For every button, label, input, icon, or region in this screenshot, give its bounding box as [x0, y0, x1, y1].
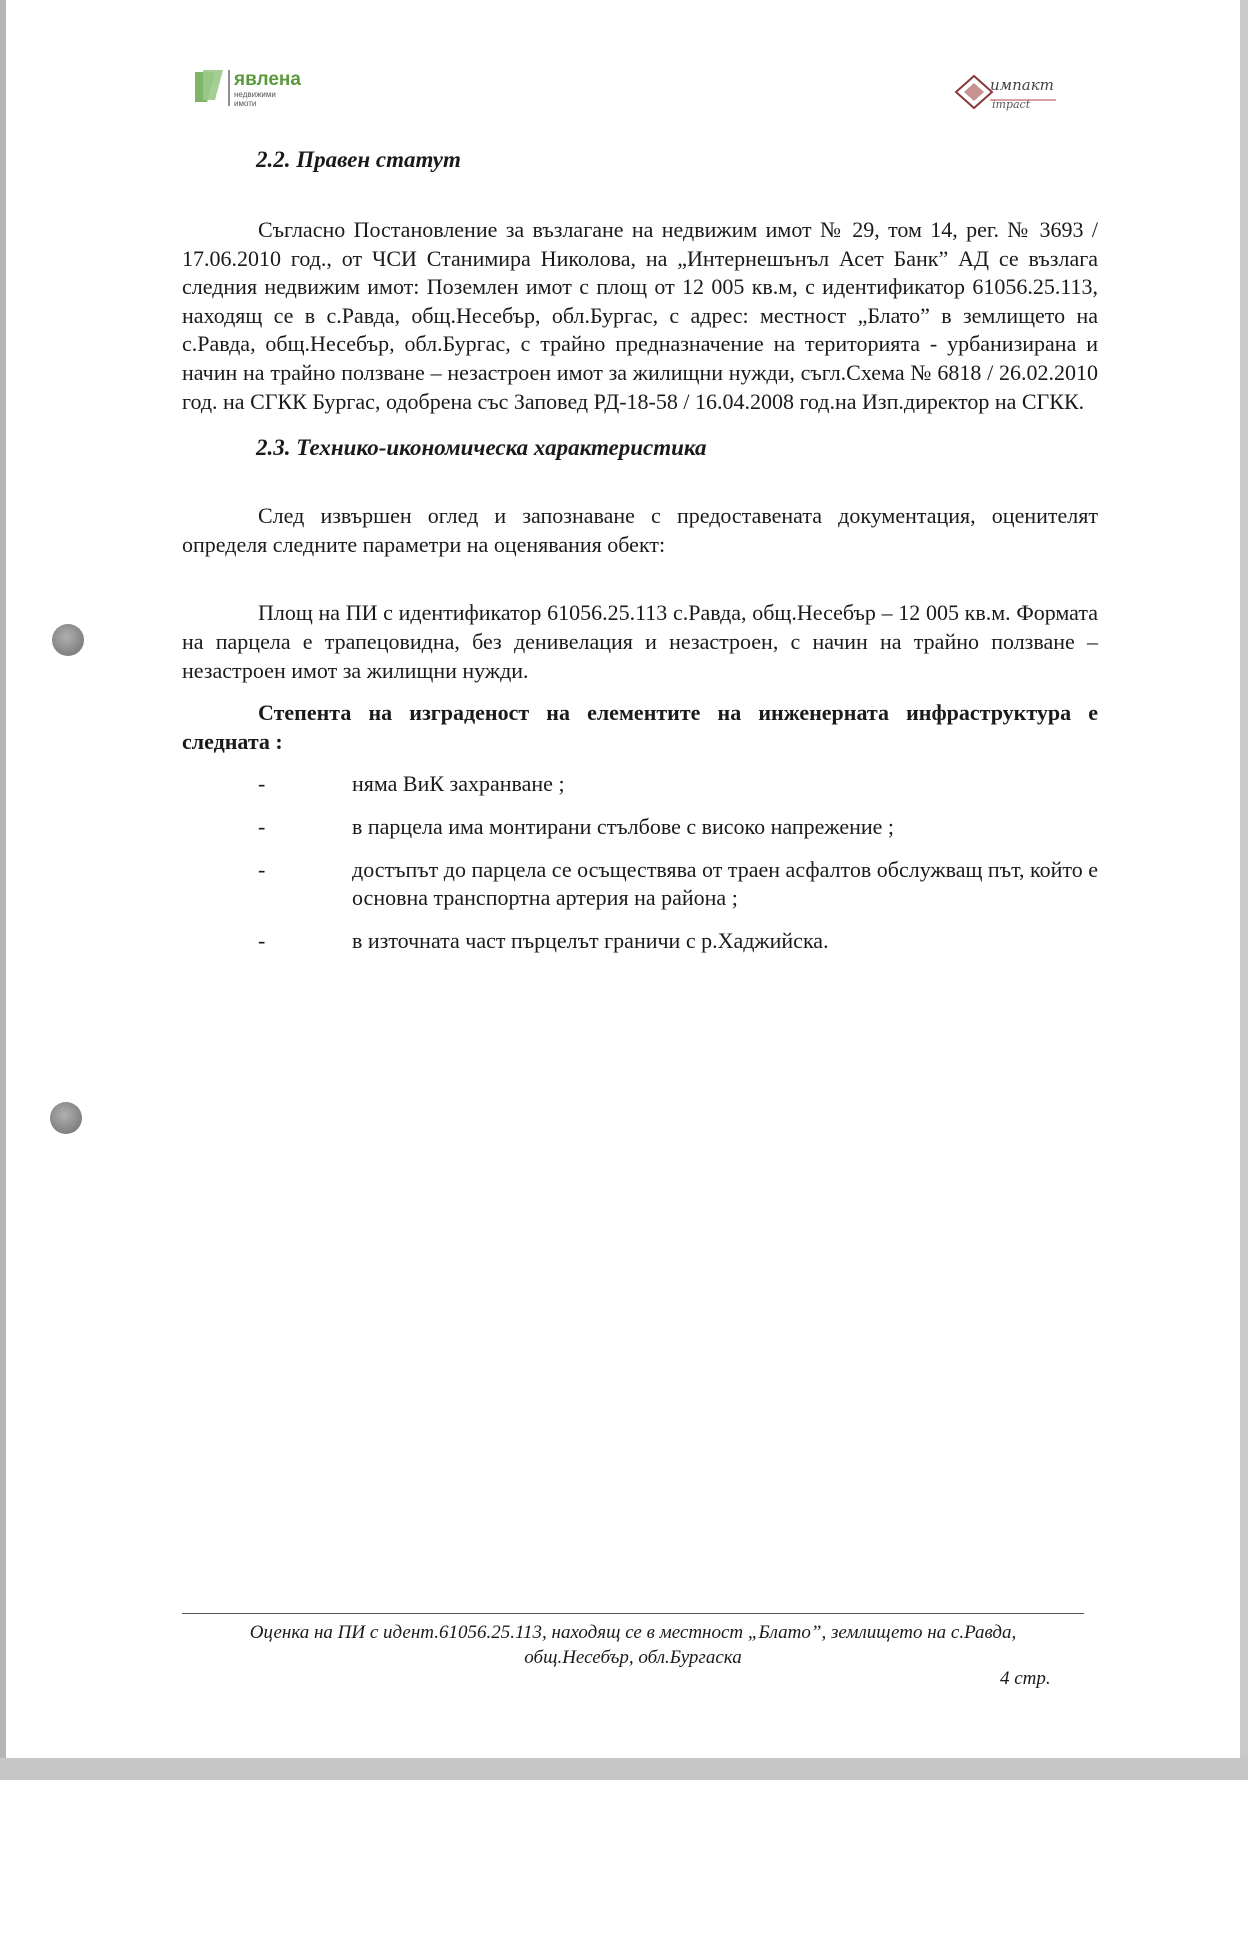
document-body [182, 140, 1098, 969]
list-item [182, 813, 1098, 842]
footer-line-2: общ.Несебър, обл.Бургаска [524, 1647, 742, 1668]
section-heading-legal-status: 2.2. Правен статут [256, 147, 461, 172]
list-item [182, 770, 1098, 799]
area-paragraph: Площ на ПИ с идентификатор 61056.25.113 с.Равда, общ.Несебър – 12 005 кв.м. Формата на парцела е трапецовидна, без денивелация и незастроен, с начин на трайно ползване – незастроен имот за жилищни нужди. [182, 600, 1098, 683]
svg-text:impact: impact [992, 98, 1031, 111]
svg-text:имоти: имоти [234, 99, 257, 108]
list-item [182, 927, 1098, 956]
page-footer [182, 1620, 1084, 1670]
list-item [182, 856, 1098, 913]
scan-bottom-border [0, 1758, 1248, 1780]
dash-marker: - [258, 813, 266, 839]
list-item-text: няма ВиК захранване ; [352, 771, 565, 797]
scan-edge-shadow [0, 0, 6, 1780]
dash-marker: - [258, 856, 266, 882]
yavlena-logo [193, 66, 323, 110]
infrastructure-list [182, 770, 1098, 955]
legal-status-paragraph: Съгласно Постановление за възлагане на недвижим имот № 29, том 14, рег. № 3693 / 17.06.2010 год., от ЧСИ Станимира Николова, на „Интернешънъл Асет Банк” АД се възлага следния недвижим имот: Поземлен имот с площ от 12 005 кв.м, с идентификатор 61056.25.113, находящ се в с.Равда, общ.Несебър, обл.Бургас, с адрес: местност „Блато” в землището на с.Равда, общ.Несебър, обл.Бургас, с трайно предназначение на територията - урбанизирана и начин на трайно ползване – незастроен имот за жилищни нужди, съгл.Схема № 6818 / 26.02.2010 год. на СГКК Бургас, одобрена със Заповед РД-18-58 / 16.04.2008 год.на Изп.директор на СГКК. [182, 217, 1098, 414]
list-item-text: в източната част пърцелът граничи с р.Хаджийска. [352, 927, 829, 953]
footer-line-1: Оценка на ПИ с идент.61056.25.113, находящ се в местност „Блато”, землището на с.Равда, [249, 1622, 1017, 1643]
section-heading-technical: 2.3. Технико-икономическа характеристика [256, 435, 707, 461]
svg-text:явлена: явлена [234, 69, 301, 90]
infrastructure-lead: Степента на изграденост на елементите на инженерната инфраструктура е следната : [182, 700, 1098, 754]
inspection-paragraph: След извършен оглед и запознаване с предоставената документация, оценителят определя следните параметри на оценявания обект: [182, 503, 1098, 557]
list-item-text: достъпът до парцела се осъществява от траен асфалтов обслужващ път, който е основна транспортна артерия на района ; [352, 856, 1098, 911]
svg-text:недвижими: недвижими [234, 90, 276, 99]
svg-text:импакт: импакт [990, 76, 1054, 94]
dash-marker: - [258, 771, 266, 797]
punch-hole-icon [50, 1102, 82, 1134]
list-item-text: в парцела има монтирани стълбове с високо напрежение ; [352, 813, 895, 839]
page-number: 4 стр. [1000, 1668, 1051, 1689]
dash-marker: - [258, 927, 266, 953]
punch-hole-icon [52, 624, 84, 656]
impact-logo [952, 68, 1062, 116]
footer-divider [182, 1613, 1084, 1614]
